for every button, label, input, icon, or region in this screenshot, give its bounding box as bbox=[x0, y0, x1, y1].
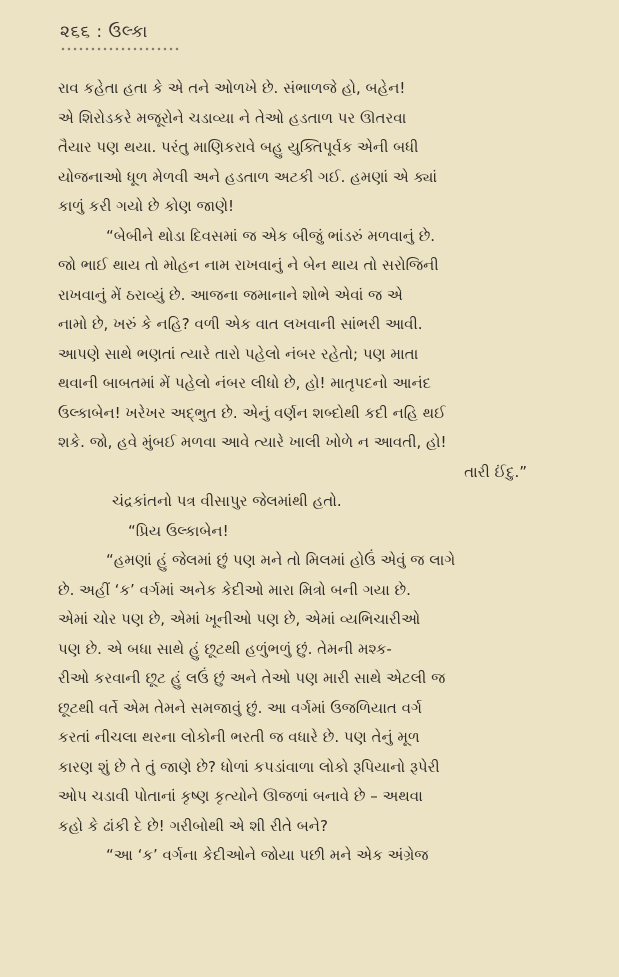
paragraph-1 bbox=[58, 74, 591, 222]
text-line: શકે. જો, હવે મુંબઈ મળવા આવે ત્યારે ખાલી ખોળે ન આવતી, હો! bbox=[58, 433, 447, 451]
text-line: કરતાં નીચલા થરના લોકોની ભરતી જ વધારે છે. પણ તેનું મૂળ bbox=[58, 728, 420, 746]
text-line: પણ છે. એ બધા સાથે હું છૂટથી હળુંભળું છું. તેમની મશ્ક- bbox=[58, 639, 392, 658]
text-line: છે. અહીં ‘ક’ વર્ગમાં અનેક કેદીઓ મારા મિત્રો બની ગયા છે. bbox=[58, 580, 411, 599]
text-line: ઓપ ચડાવી પોતાનાં કૃષ્ણ કૃત્યોને ઊજળાં બનાવે છે – અથવા bbox=[58, 787, 423, 805]
header-rule bbox=[60, 46, 180, 52]
narration-line: ચંદ્રકાંતનો પત્ર વીસાપુર જેલમાંથી હતો. bbox=[112, 492, 342, 510]
text-line: કારણ શું છે તે તું જાણે છે? ધોળાં કપડાંવાળા લોકો રૂપિયાનો રૂપેરી bbox=[58, 757, 440, 776]
text-line: “બેબીને થોડા દિવસમાં જ એક બીજું ભાંડરું મળવાનું છે. bbox=[106, 226, 436, 245]
text-line: નામો છે, ખરું કે નહિ? વળી એક વાત લખવાની સાંભરી આવી. bbox=[58, 315, 423, 333]
letter-signature: તારી ઈંદુ.” bbox=[464, 462, 527, 481]
text-line: ઉલ્કાબેન! ખરેખર અદ્ભુત છે. એનું વર્ણન શબ્દોથી કદી નહિ થઈ bbox=[58, 403, 446, 422]
text-line: એમાં ચોર પણ છે, એમાં ખૂનીઓ પણ છે, એમાં વ્યભિચારીઓ bbox=[58, 610, 421, 628]
text-line: યોજનાઓ ધૂળ મેળવી અને હડતાળ અટકી ગઈ. હમણાં એ ક્યાં bbox=[58, 167, 438, 186]
text-line: “હમણાં હું જેલમાં છું પણ મને તો મિલમાં હોઉં એવું જ લાગે bbox=[106, 551, 456, 569]
paragraph-3 bbox=[58, 546, 591, 841]
text-line: જો ભાઈ થાય તો મોહન નામ રાખવાનું ને બેન થાય તો સરોજિની bbox=[58, 256, 439, 274]
text-line: એ શિરોડકરે મજૂરોને ચડાવ્યા ને તેઓ હડતાળ પર ઊતરવા bbox=[58, 108, 407, 127]
text-line: છૂટથી વર્તે એમ તેમને સમજાવું છું. આ વર્ગમાં ઉજળિયાત વર્ગ bbox=[58, 698, 422, 717]
text-line: રીઓ કરવાની છૂટ હું લઉં છું અને તેઓ પણ મારી સાથે એટલી જ bbox=[58, 669, 446, 687]
text-line: કહો કે ઢાંકી દે છે! ગરીબોથી એ શી રીતે બને? bbox=[58, 816, 328, 835]
paragraph-2 bbox=[58, 222, 591, 488]
text-line: થવાની બાબતમાં મેં પહેલો નંબર લીધો છે, હો! માતૃપદનો આનંદ bbox=[58, 374, 432, 392]
running-head: ૨૬૬ : ઉલ્કા bbox=[60, 22, 148, 42]
paragraph-4 bbox=[58, 841, 591, 871]
text-line: રાખવાનું મેં ઠરાવ્યું છે. આજના જમાનાને શોભે એવાં જ એ bbox=[58, 285, 403, 304]
narration-block bbox=[58, 487, 591, 546]
letter-salutation: “પ્રિય ઉલ્કાબેન! bbox=[128, 521, 229, 540]
text-line: તૈયાર પણ થયા. પરંતુ માણિકરાવે બહુ યુક્તિપૂર્વક એની બધી bbox=[58, 138, 419, 156]
text-line: “આ ‘ક’ વર્ગના કેદીઓને જોયા પછી મને એક અંગ્રેજ bbox=[106, 846, 429, 864]
text-line: રાવ કહેતા હતા કે એ તને ઓળખે છે. સંભાળજે હો, બહેન! bbox=[58, 79, 406, 97]
text-line: કાળું કરી ગયો છે કોણ જાણે! bbox=[58, 197, 235, 215]
text-line: આપણે સાથે ભણતાં ત્યારે તારો પહેલો નંબર રહેતો; પણ માતા bbox=[58, 344, 419, 363]
